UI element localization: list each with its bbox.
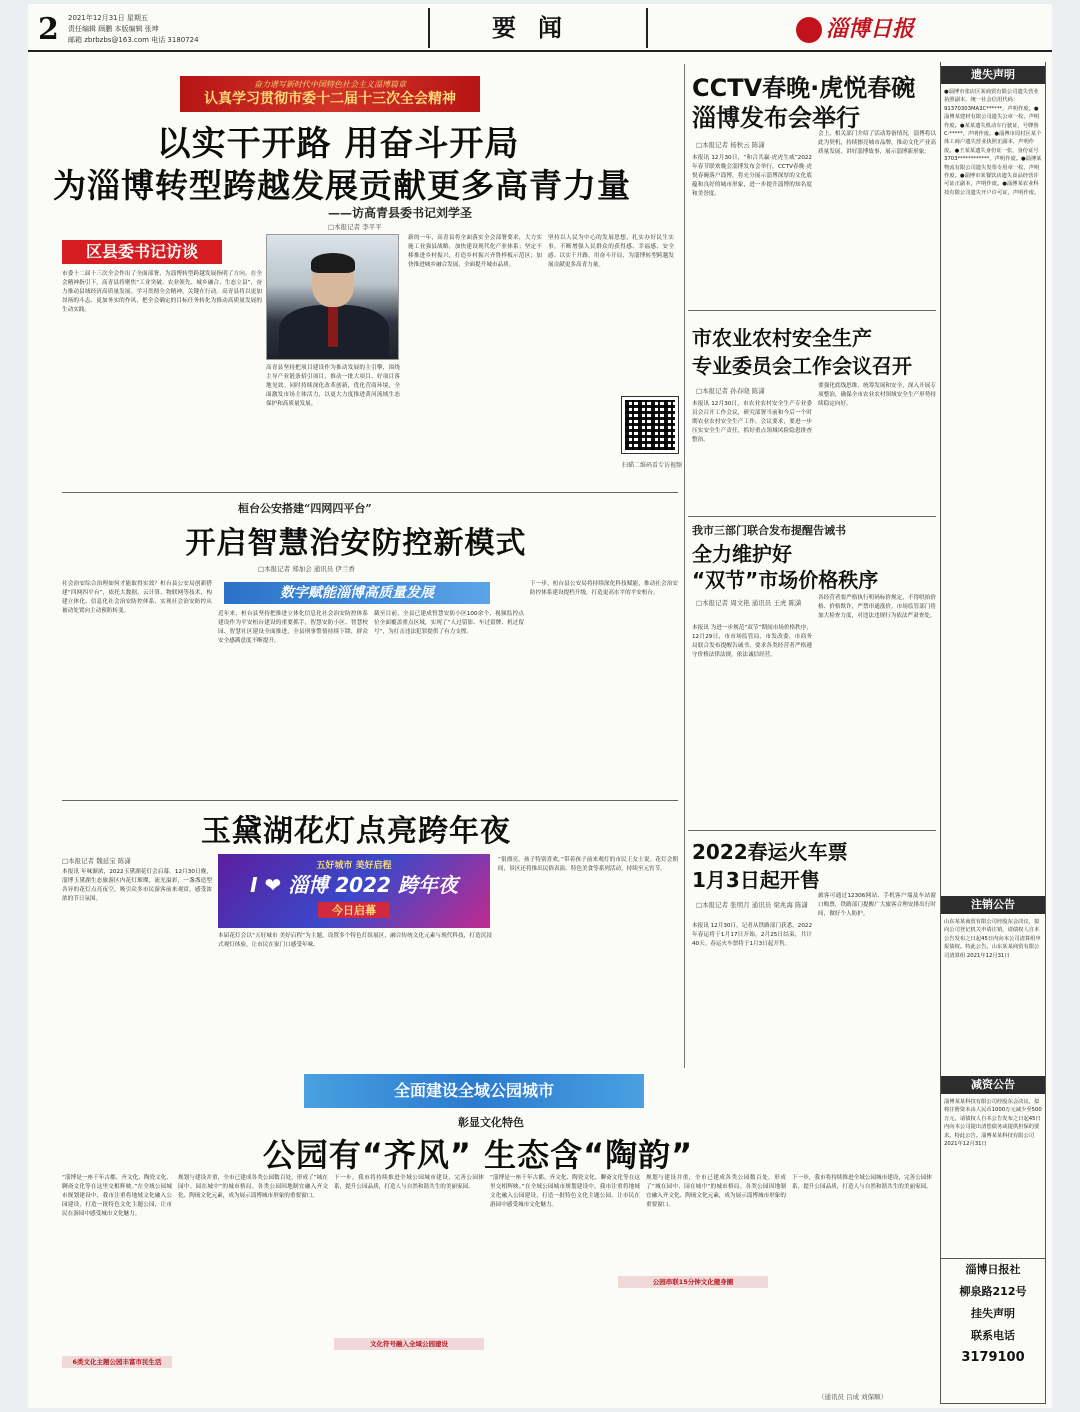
yudai-banner-small: 五好城市 美好启程 — [316, 861, 392, 871]
price-body-1: 本报讯 为进一步规范“双节”期间市场价格秩序，12月29日，市市场监管局、市发改委、市商务局联合发布提醒告诫书，要求各类经营者严格遵守价格法律法规，依法诚信经营。 — [692, 625, 812, 658]
contact-phone: 3179100 — [961, 1350, 1025, 1365]
divider — [688, 310, 936, 311]
interviewee-photo — [266, 234, 399, 360]
park-banner: 全面建设全域公园城市 — [304, 1074, 644, 1108]
paper-name: 淄博日报 — [826, 16, 915, 42]
yudai-byline: □本报记者 魏延宝 陈潇 — [62, 857, 131, 865]
huantai-col3: 截至目前，全县已建成智慧安防小区100余个，视频监控点位全面覆盖重点区域，实现了“人过留影、车过留牌、机过留号”，为打击违法犯罪提供了有力支撑。 — [374, 611, 524, 635]
rail-title-line2: 1月3日起开售 — [692, 868, 820, 892]
lead-banner-top: 奋力谱写新时代中国特色社会主义淄博篇章 — [254, 80, 406, 89]
agri-title-line2: 专业委员会工作会议召开 — [692, 354, 912, 378]
yudai-banner-main: I ❤ 淄博 2022 跨年夜 — [250, 873, 458, 897]
lead-col3: 新的一年，高青县将全面落实全会部署要求，大力实施工业强县战略，加快建设现代化产业体系；坚定不移推进乡村振兴，打造乡村振兴齐鲁样板示范区；加快推进城乡融合发展，全面提升城市品质。 — [408, 235, 542, 268]
reduce-notice-header: 减资公告 — [941, 1076, 1045, 1094]
park-col1: “淄博是一座千年古都、齐文化、陶瓷文化、聊斋文化等在这里交相辉映。”在全域公园城市规划建设中，我市注重将地域文化融入公园建设，打造一批特色文化主题公园，让市民在游园中感受城市文化魅力。 — [62, 1175, 172, 1217]
park-title: 公园有“齐风” 生态含“陶韵” — [262, 1136, 694, 1174]
park-subhead-1: 6类文化主题公园丰富市民生活 — [62, 1356, 172, 1368]
lost-notice-body: ●淄博市张店区某商贸有限公司遗失营业执照副本，统一社会信用代码：91370303MA3C******，声明作废。●淄博某建材有限公司遗失公章一枚，声明作废。●某某遗失机动车行驶证，号牌鲁C·*****，声明作废。●淄博市周村区某个体工商户遗失营业执照正副本，声明作废。●王某某遗失身份证一张，身份证号3703************，声明作废。●淄博某物流有限公司遗失发票专用章一枚，声明作废。●淄博市某餐饮店遗失食品经营许可证正副本，声明作废。●淄博某农业科技有限公司遗失开户许可证，声明作废。 — [944, 89, 1042, 196]
date-line: 2021年12月31日 星期五 — [68, 14, 148, 22]
agri-body-1: 本报讯 12月30日，市农业农村安全生产专业委员会召开工作会议，研究部署当前和今后一个时期农业农村安全生产工作。会议要求，要进一步压实安全生产责任，抓好重点领域风险隐患排查整治。 — [692, 401, 812, 443]
price-body-2: 各经营者要严格执行明码标价规定，不得哄抬价格、价格欺诈，严禁串通涨价。市场监管部门将加大检查力度，对违法违规行为依法严肃查处。 — [818, 595, 936, 619]
yudai-col1: 本报讯 年味渐浓，2022玉黛湖花灯会启幕。12月30日晚，淄博玉黛湖生态旅游区内花灯璀璨，流光溢彩，一盏盏造型各异的花灯点亮夜空，吸引众多市民游客前来观赏，感受浓浓的节日氛围。 — [62, 869, 212, 902]
logo-emblem-icon — [796, 17, 822, 43]
huantai-col4: 下一步，桓台县公安局将持续深化科技赋能，推动社会治安防控体系建设提档升级，打造更高水平的平安桓台。 — [530, 581, 678, 596]
agri-byline: □本报记者 孙春晓 陈潇 — [696, 387, 765, 395]
yudai-col2: 本届花灯会以“五好城市 美好启程”为主题，设置多个特色灯组展区，融合传统文化元素与现代科技，打造沉浸式观灯体验，让市民在家门口感受年味。 — [218, 933, 492, 948]
lead-banner — [180, 76, 480, 112]
park-col3: 下一步，我市将持续推进全域公园城市建设，完善公园体系，提升公园品质，打造人与自然和谐共生的美丽家园。 — [334, 1175, 484, 1190]
park-subhead-2: 文化符号融入全域公园建设 — [334, 1338, 484, 1350]
price-title-line2: “双节”市场价格秩序 — [692, 568, 879, 592]
contact-line-2: 柳泉路212号 — [959, 1285, 1027, 1298]
cctv-body-2: 会上，相关部门介绍了活动筹备情况，淄博将以此为契机，持续擦亮城市品牌，推动文化产业高质量发展，讲好淄博故事，展示淄博新形象。 — [818, 131, 936, 155]
divider — [62, 492, 678, 493]
park-col2: 规划与建设并重，全市已建成各类公园数百处，形成了“城在园中、园在城中”的城市格局。各类公园因地制宜融入齐文化、陶琉文化元素，成为展示淄博城市形象的重要窗口。 — [178, 1175, 328, 1199]
huantai-column-tag: 数字赋能淄博高质量发展 — [224, 582, 490, 604]
reduce-notice-body: 淄博某某科技有限公司经股东会决议，拟将注册资本由人民币1000万元减少至500万元，请债权人自本公告发布之日起45日内向本公司提出清偿债务或提供担保的要求。特此公告。淄博某某科技有限公司 2021年12月31日 — [944, 1099, 1042, 1148]
agri-title-line1: 市农业农村安全生产 — [692, 326, 872, 350]
lead-banner-main: 认真学习贯彻市委十二届十三次全会精神 — [204, 91, 456, 107]
yudai-col3: “很漂亮，孩子特别喜欢。”带着孩子前来观灯的市民王女士说。花灯会期间，景区还将推出民俗表演、特色美食等系列活动，持续至元宵节。 — [498, 857, 678, 872]
price-kicker: 我市三部门联合发布提醒告诫书 — [692, 524, 846, 537]
cctv-title-line2: 淄博发布会举行 — [692, 104, 860, 132]
lead-byline: □本报记者 李平平 — [328, 223, 382, 231]
huantai-col2: 近年来，桓台县坚持把推进立体化信息化社会治安防控体系建设作为平安桓台建设的重要抓手，智慧安防小区、智慧校园、智慧社区建设全面推进，全县刑事警情持续下降，群众安全感满意度不断提升。 — [218, 611, 368, 644]
divider — [62, 800, 678, 801]
paper-logo — [796, 12, 914, 43]
huantai-title: 开启智慧治安防控新模式 — [185, 526, 527, 561]
lead-col4: 坚持以人民为中心的发展思想，扎实办好民生实事，不断增强人民群众的获得感、幸福感、安全感。以实干开路，用奋斗开局，为淄博转型跨越发展贡献更多高青力量。 — [548, 235, 674, 268]
page-number: 2 — [38, 12, 59, 47]
contact-line: 邮箱 zbrbzbs@163.com 电话 3180724 — [68, 36, 199, 44]
park-signoff: （通讯员 吕成 刘保顺） — [818, 1393, 888, 1401]
park-col6: 下一步，我市将持续推进全域公园城市建设，完善公园体系，提升公园品质，打造人与自然和谐共生的美丽家园。 — [792, 1175, 932, 1190]
rail-body-1: 本报讯 12月30日，记者从铁路部门获悉，2022年春运将于1月17日开始，2月25日结束，共计40天。春运火车票将于1月3日起开售。 — [692, 923, 812, 947]
classifieds-sidebar — [940, 62, 1046, 1404]
contact-box — [941, 1258, 1045, 1404]
contact-line-4: 联系电话 — [971, 1329, 1015, 1342]
cancel-notice-header: 注销公告 — [941, 896, 1045, 914]
cctv-body-1: 本报讯 12月30日，“和合共赢·虎虎生威”2022年春节联欢晚会淄博发布会举行。CCTV春晚·虎悦春碗落户淄博，将充分展示淄博深厚的文化底蕴和良好的城市形象，进一步提升淄博的知名度和美誉度。 — [692, 155, 812, 197]
divider — [688, 516, 936, 517]
editors-line: 责任编辑 顾鹏 本版编辑 张坤 — [68, 25, 159, 33]
park-kicker: 彰显文化特色 — [458, 1116, 524, 1129]
price-title-line1: 全力维护好 — [692, 542, 792, 566]
qr-code[interactable] — [622, 397, 678, 453]
huantai-kicker: 桓台公安搭建“四网四平台” — [238, 502, 372, 515]
lead-col2: 高青县坚持把项目建设作为推动发展的主引擎，围绕主导产业链条招引项目，推动一批大项目、好项目落地见效。同时持续深化改革创新，优化营商环境，全面激发市场主体活力，以更大力度推进黄河流域生态保护和高质量发展。 — [266, 365, 400, 407]
rail-body-2: 旅客可通过12306网站、手机客户端及车站窗口购票，铁路部门提醒广大旅客合理安排出行时间，做好个人防护。 — [818, 893, 936, 917]
lead-subtitle: ——访高青县委书记刘学圣 — [328, 206, 473, 220]
park-subhead-3: 公园串联15分钟文化健身圈 — [618, 1276, 768, 1288]
newspaper-page — [28, 4, 1052, 1408]
park-col4: “淄博是一座千年古都、齐文化、陶瓷文化、聊斋文化等在这里交相辉映。”在全域公园城市规划建设中，我市注重将地域文化融入公园建设，打造一批特色文化主题公园，让市民在游园中感受城市文化魅力。 — [490, 1175, 640, 1208]
cctv-byline: □本报记者 杨秋云 陈潇 — [696, 141, 765, 149]
lead-title-line2: 为淄博转型跨越发展贡献更多高青力量 — [53, 166, 631, 205]
contact-line-1: 淄博日报社 — [965, 1263, 1021, 1276]
lost-notice-header: 遗失声明 — [941, 66, 1045, 84]
column-tag: 区县委书记访谈 — [62, 240, 222, 264]
lead-title-line1: 以实干开路 用奋斗开局 — [156, 124, 520, 164]
column-divider — [684, 64, 685, 1068]
yudai-banner-sub: 今日启幕 — [318, 902, 390, 918]
section-title: 要闻 — [428, 8, 648, 48]
huantai-byline: □本报记者 郑加会 通讯员 伊兰香 — [258, 565, 355, 573]
agri-body-2: 要强化底线思维，统筹发展和安全，深入开展专项整治，确保全市农业农村领域安全生产形势持续稳定向好。 — [818, 383, 936, 407]
cancel-notice-body: 山东某某商贸有限公司经股东会决议，拟向公司登记机关申请注销，请债权人自本公告发布之日起45日内向本公司清算组申报债权。特此公告。山东某某商贸有限公司清算组 2021年12月31日 — [944, 919, 1041, 959]
qr-caption: 扫描二维码看专访视频 — [622, 462, 683, 469]
yudai-title: 玉黛湖花灯点亮跨年夜 — [201, 814, 511, 849]
park-col5: 规划与建设并重，全市已建成各类公园数百处，形成了“城在园中、园在城中”的城市格局。各类公园因地制宜融入齐文化、陶琉文化元素，成为展示淄博城市形象的重要窗口。 — [646, 1175, 786, 1208]
rail-title-line1: 2022春运火车票 — [692, 840, 848, 864]
page-header — [28, 4, 1052, 52]
cctv-title-line1: CCTV春晚·虎悦春碗 — [692, 74, 916, 102]
rail-byline: □本报记者 张明月 通讯员 梁兆海 陈潇 — [696, 901, 808, 909]
huantai-col1: 社会治安综合治理如何才能取得实效？桓台县公安局创新搭建“四网四平台”，依托大数据、云计算、物联网等技术，构建立体化、信息化社会治安防控体系，实现社会治安防控从被动处置向主动预防转变。 — [62, 581, 212, 614]
yudai-banner — [218, 854, 490, 928]
price-byline: □本报记者 周文艳 通讯员 王虎 陈潇 — [696, 599, 802, 607]
divider — [688, 830, 936, 831]
lead-col1: 市委十二届十三次全会作出了全面部署，为淄博转型跨越发展指明了方向。在全会精神指引下，高青县将聚焦“工业突破、农业领先、城乡融合、生态立县”，奋力推动县域经济高质量发展。学习贯彻全会精神，关键在行动。高青县将以更加昂扬的斗志、更加务实的作风，把全会确定的目标任务转化为推动高质量发展的生动实践。 — [62, 271, 262, 313]
contact-line-3: 挂失声明 — [971, 1307, 1015, 1320]
